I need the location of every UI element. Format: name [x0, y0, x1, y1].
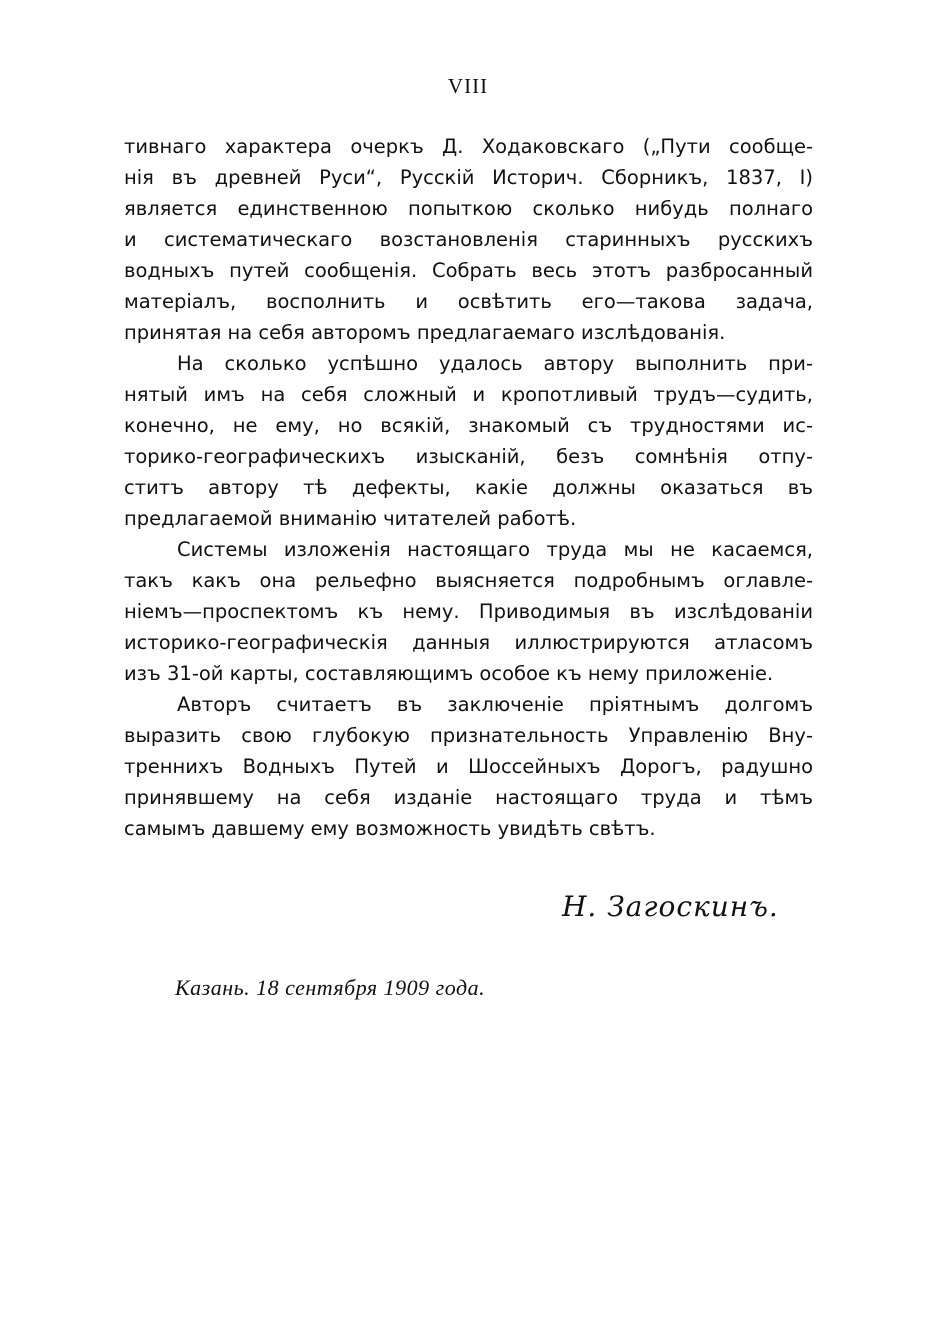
text-line: ститъ автору тѣ дефекты, какіе должны оказаться въ	[124, 476, 813, 499]
text-line: нятый имъ на себя сложный и кропотливый трудъ—судить,	[124, 383, 813, 406]
text-line: водныхъ путей сообщенія. Собрать весь этотъ разбросанный	[124, 259, 813, 282]
text-line: матеріалъ, восполнить и освѣтить его—такова задача,	[124, 290, 813, 313]
text-line: самымъ давшему ему возможность увидѣть свѣтъ.	[124, 817, 656, 840]
text-line: является единственною попыткою сколько нибудь полнаго	[124, 197, 813, 220]
text-line: такъ какъ она рельефно выясняется подробнымъ оглавле-	[124, 569, 813, 592]
text-line: и систематическаго возстановленія старинныхъ русскихъ	[124, 228, 813, 251]
text-line: принятая на себя авторомъ предлагаемаго изслѣдованія.	[124, 321, 726, 344]
text-line: треннихъ Водныхъ Путей и Шоссейныхъ Дорогъ, радушно	[124, 755, 813, 778]
paragraph-3	[124, 534, 813, 689]
paragraph-4	[124, 689, 813, 844]
text-line: предлагаемой вниманію читателей работѣ.	[124, 507, 577, 530]
text-line: выразить свою глубокую признательность Управленію Вну-	[124, 724, 813, 747]
place-and-date: Казань. 18 сентября 1909 года.	[175, 975, 486, 1000]
text-line: торико-географическихъ изысканій, безъ сомнѣнія отпу-	[124, 445, 813, 468]
text-line: Авторъ считаетъ въ заключеніе пріятнымъ долгомъ	[177, 693, 813, 716]
paragraph-1	[124, 131, 813, 348]
text-line: Системы изложенія настоящаго труда мы не касаемся,	[177, 538, 813, 561]
text-line: принявшему на себя изданіе настоящаго труда и тѣмъ	[124, 786, 813, 809]
text-line: конечно, не ему, но всякій, знакомый съ трудностями ис-	[124, 414, 813, 437]
text-line: ніемъ—проспектомъ къ нему. Приводимыя въ изслѣдованіи	[124, 600, 813, 623]
paragraph-2	[124, 348, 813, 534]
text-line: нія въ древней Руси“, Русскій Историч. Сборникъ, 1837, I)	[124, 166, 813, 189]
author-signature: Н. Загоскинъ.	[562, 890, 779, 923]
page-number: VIII	[447, 74, 489, 98]
body-text	[124, 131, 813, 844]
text-line: тивнаго характера очеркъ Д. Ходаковскаго („Пути сообще-	[124, 135, 813, 158]
text-line: На сколько успѣшно удалось автору выполнить при-	[177, 352, 813, 375]
text-line: историко-географическія данныя иллюстрируются атласомъ	[124, 631, 813, 654]
text-line: изъ 31-ой карты, составляющимъ особое къ нему приложеніе.	[124, 662, 774, 685]
